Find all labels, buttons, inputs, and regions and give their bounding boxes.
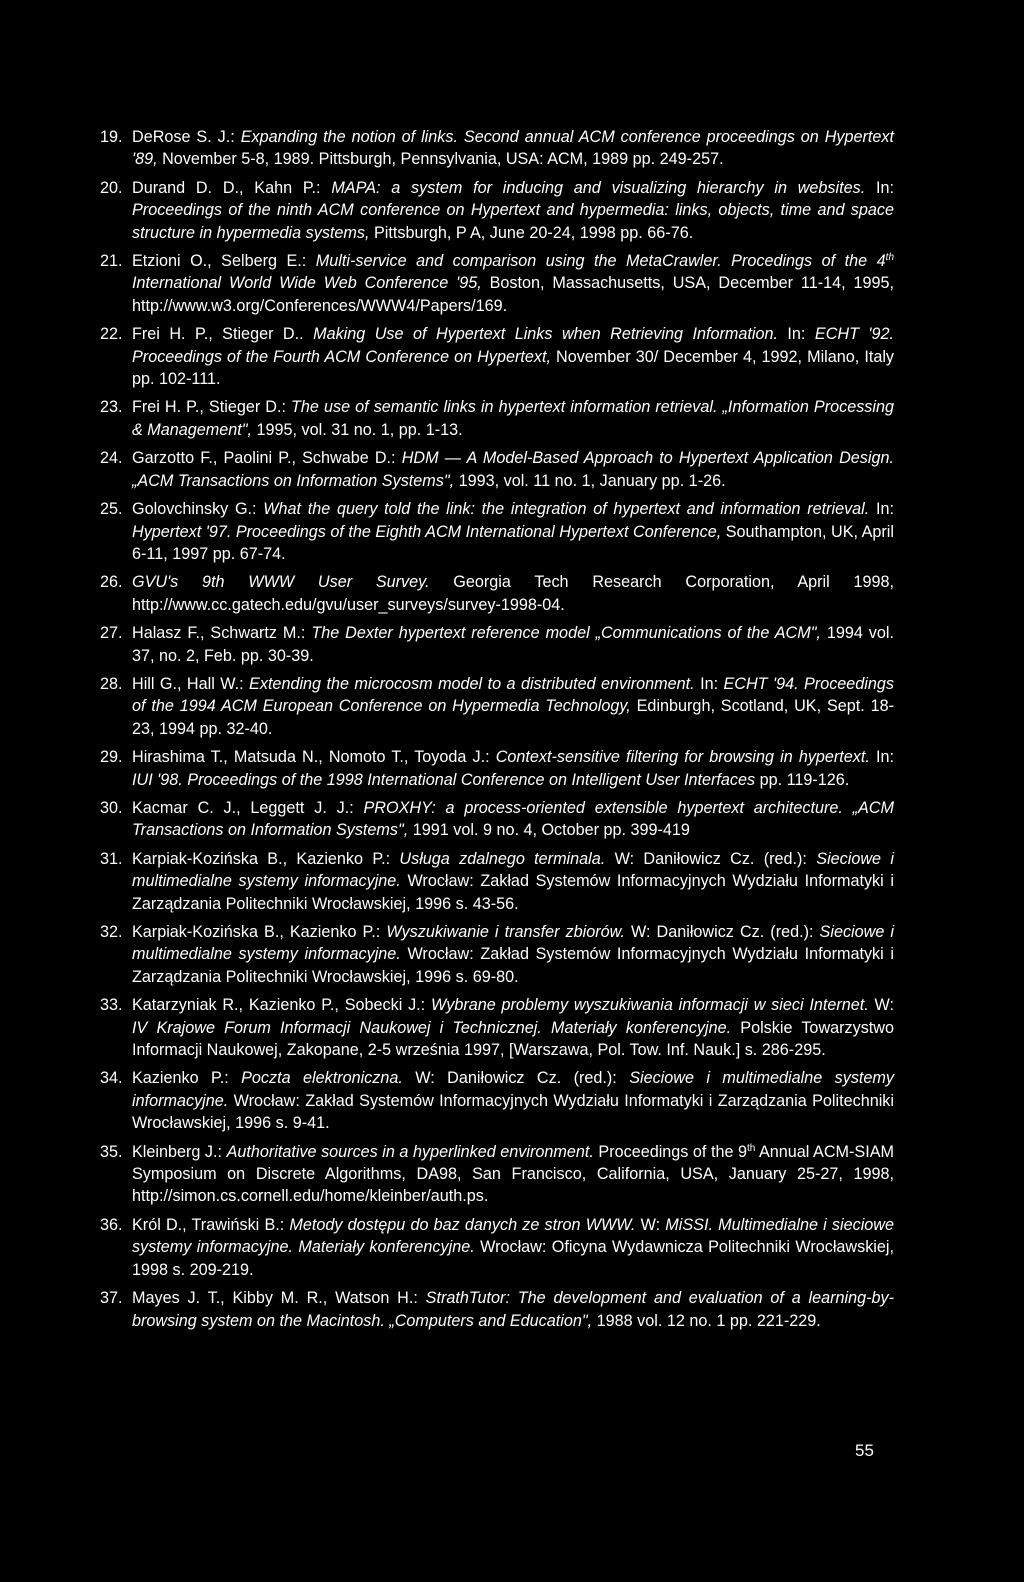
reference-segment: Annual ACM-SIAM Symposium on Discrete Algorithms, DA98, San Francisco, California, USA, January 25-27, 1998, http://simon.cs.cornell.edu/home/kleinber/auth.ps. (132, 1142, 894, 1206)
reference-title-italic: Expanding the notion of links. Second annual ACM conference proceedings on Hypertext '89, (132, 128, 895, 169)
reference-segment: November 30/ December 4, 1992, Milano, Italy pp. 102-111. (132, 347, 895, 389)
reference-segment: In: (777, 325, 815, 344)
reference-number: 32. (100, 923, 123, 941)
reference-item (100, 746, 894, 791)
reference-segment: Edinburgh, Scotland, UK, Sept. 18-23, 1994 pp. 32-40. (132, 697, 894, 738)
reference-segment: W: Daniłowicz Cz. (red.): (402, 1069, 630, 1088)
reference-title-italic: Authoritative sources in a hyperlinked environment. (226, 1142, 594, 1161)
reference-title-italic: Wyszukiwanie i transfer zbiorów. (386, 923, 625, 941)
reference-title-italic: MAPA: a system for inducing and visualizing hierarchy in websites. (331, 178, 866, 197)
reference-segment: 1991 vol. 9 no. 4, October pp. 399-419 (408, 821, 690, 840)
reference-text (132, 797, 894, 842)
reference-text (132, 673, 894, 740)
reference-text (132, 498, 894, 565)
reference-segment: Kazienko P.: (132, 1069, 242, 1088)
reference-segment: Frei H. P., Stieger D.: (132, 398, 292, 417)
reference-segment: Katarzyniak R., Kazienko P., Sobecki J.: (132, 996, 431, 1015)
reference-title-italic: International World Wide Web Conference '95, (132, 274, 482, 293)
reference-number: 36. (100, 1215, 123, 1234)
reference-item (100, 1214, 894, 1281)
reference-segment: November 5-8, 1989. Pittsburgh, Pennsylvania, USA: ACM, 1989 pp. 249-257. (157, 150, 724, 169)
reference-segment: Karpiak-Kozińska B., Kazienko P.: (132, 923, 387, 941)
reference-segment: Kleinberg J.: (132, 1142, 227, 1161)
reference-text (132, 746, 894, 791)
reference-title-italic: StrathTutor: The development and evaluation of a learning-by-browsing system on the Macintosh. „Computers and Education", (132, 1289, 894, 1330)
reference-number: 33. (100, 996, 123, 1015)
reference-number: 35. (100, 1142, 123, 1161)
reference-segment: DeRose S. J.: (132, 128, 241, 146)
reference-item (100, 1287, 894, 1332)
reference-segment: Durand D. D., Kahn P.: (132, 178, 332, 197)
reference-number: 31. (100, 849, 123, 868)
reference-number: 20. (100, 178, 123, 197)
reference-title-italic: ECHT '94. Proceedings of the 1994 ACM European Conference on Hypermedia Technology, (132, 674, 894, 716)
reference-segment: W: Daniłowicz Cz. (red.): (624, 923, 820, 941)
superscript: th (747, 1142, 756, 1154)
reference-segment: W: Daniłowicz Cz. (red.): (605, 849, 817, 868)
reference-segment: W: (635, 1215, 666, 1234)
reference-number: 24. (100, 449, 123, 468)
reference-text (132, 622, 894, 667)
reference-segment: Hill G., Hall W.: (132, 674, 250, 693)
reference-text (132, 571, 894, 616)
reference-segment: Wrocław: Zakład Systemów Informacyjnych Wydziału Informatyki i Zarządzania Politechniki Wrocławskiej, 1996 s. 9-41. (132, 1091, 894, 1133)
reference-segment: Garzotto F., Paolini P., Schwabe D.: (132, 449, 402, 468)
reference-title-italic: Hypertext '97. Proceedings of the Eighth ACM International Hypertext Conference, (132, 522, 722, 541)
reference-text (132, 994, 894, 1061)
reference-segment: Pittsburgh, P A, June 20-24, 1998 pp. 66-76. (369, 223, 694, 242)
reference-item (100, 498, 894, 565)
reference-item (100, 177, 894, 244)
reference-item (100, 1067, 894, 1134)
reference-title-italic: Proceedings of the ninth ACM conference on Hypertext and hypermedia: links, objects, time and space structure in hypermedia systems, (132, 201, 894, 242)
reference-title-italic: The use of semantic links in hypertext information retrieval. „Information Processing & Management", (132, 398, 895, 439)
reference-text (132, 1067, 894, 1134)
superscript: th (885, 252, 895, 264)
reference-segment: 1995, vol. 31 no. 1, pp. 1-13. (252, 420, 463, 439)
reference-segment: 1993, vol. 11 no. 1, January pp. 1-26. (454, 471, 726, 490)
reference-title-italic: Metody dostępu do baz danych ze stron WWW. (289, 1215, 636, 1234)
reference-text (132, 921, 894, 988)
reference-title-italic: MiSSI. Multimedialne i sieciowe systemy informacyjne. Materiały konferencyjne. (132, 1215, 894, 1257)
reference-segment: Southampton, UK, April 6-11, 1997 pp. 67-74. (132, 522, 894, 563)
reference-segment: Król D., Trawiński B.: (132, 1215, 290, 1234)
reference-segment: In: (865, 178, 894, 197)
reference-title-italic: Poczta elektroniczna. (241, 1069, 403, 1088)
reference-segment: Karpiak-Kozińska B., Kazienko P.: (132, 849, 400, 868)
reference-item (100, 673, 894, 740)
reference-segment: 1988 vol. 12 no. 1 pp. 221-229. (592, 1311, 821, 1330)
reference-text (132, 848, 894, 915)
reference-item (100, 622, 894, 667)
reference-item (100, 396, 894, 441)
reference-title-italic: What the query told the link: the integration of hypertext and information retrieval. (263, 500, 870, 519)
reference-item (100, 1141, 894, 1208)
reference-segment: Wrocław: Zakład Systemów Informacyjnych Wydziału Informatyki i Zarządzania Politechniki Wrocławskiej, 1996 s. 69-80. (132, 945, 894, 986)
page-number: 55 (855, 1441, 874, 1460)
reference-text (132, 1214, 894, 1281)
reference-segment: Proceedings of the 9 (593, 1142, 748, 1161)
reference-number: 30. (100, 798, 123, 817)
reference-item (100, 447, 894, 492)
reference-title-italic: IV Krajowe Forum Informacji Naukowej i Technicznej. Materiały konferencyjne. (132, 1018, 732, 1037)
reference-list (100, 126, 894, 1338)
reference-segment: W: (868, 996, 895, 1015)
reference-segment: In: (869, 748, 895, 767)
reference-title-italic: Extending the microcosm model to a distributed environment. (249, 674, 695, 693)
reference-number: 25. (100, 500, 123, 519)
reference-number: 37. (100, 1289, 123, 1308)
reference-segment: Frei H. P., Stieger D.. (132, 325, 314, 344)
reference-number: 34. (100, 1069, 123, 1088)
reference-number: 28. (100, 674, 123, 693)
reference-segment: Golovchinsky G.: (132, 500, 264, 519)
reference-title-italic: Usługa zdalnego terminala. (399, 849, 606, 868)
reference-title-italic: IUI '98. Proceedings of the 1998 International Conference on Intelligent User Interfaces (132, 770, 756, 789)
reference-segment: pp. 119-126. (755, 770, 850, 789)
reference-text (132, 1141, 894, 1208)
reference-segment: Wrocław: Zakład Systemów Informacyjnych Wydziału Informatyki i Zarządzania Politechniki Wrocławskiej, 1996 s. 43-56. (132, 872, 894, 913)
reference-number: 21. (100, 252, 123, 271)
reference-title-italic: Sieciowe i multimedialne systemy informacyjne. (132, 849, 894, 891)
reference-number: 29. (100, 748, 123, 767)
reference-number: 19. (100, 128, 123, 146)
reference-item (100, 250, 894, 317)
reference-segment: Wrocław: Oficyna Wydawnicza Politechniki Wrocławskiej, 1998 s. 209-219. (132, 1238, 894, 1279)
reference-number: 27. (100, 624, 123, 643)
reference-text (132, 323, 894, 390)
reference-text (132, 1287, 894, 1332)
reference-segment: Hirashima T., Matsuda N., Nomoto T., Toyoda J.: (132, 748, 496, 767)
reference-item (100, 323, 894, 390)
reference-segment: Mayes J. T., Kibby M. R., Watson H.: (132, 1289, 426, 1308)
reference-title-italic: Making Use of Hypertext Links when Retrieving Information. (313, 325, 778, 344)
reference-segment: 1994 vol. 37, no. 2, Feb. pp. 30-39. (132, 624, 894, 665)
reference-number: 22. (100, 325, 123, 344)
reference-item (100, 571, 894, 616)
reference-title-italic: PROXHY: a process-oriented extensible hypertext architecture. „ACM Transactions on Information Systems", (132, 798, 894, 840)
reference-item (100, 126, 894, 171)
reference-title-italic: Sieciowe i multimedialne systemy informacyjne. (132, 1069, 894, 1110)
reference-item (100, 921, 894, 988)
reference-text (132, 126, 894, 171)
reference-number: 23. (100, 398, 123, 417)
reference-title-italic: Wybrane problemy wyszukiwania informacji w sieci Internet. (430, 996, 869, 1015)
reference-segment: In: (694, 674, 724, 693)
reference-segment: Halasz F., Schwartz M.: (132, 624, 312, 643)
reference-segment: Etzioni O., Selberg E.: (132, 252, 316, 271)
reference-title-italic: Sieciowe i multimedialne systemy informacyjne. (132, 923, 894, 964)
reference-title-italic: Context-sensitive filtering for browsing in hypertext. (495, 748, 870, 767)
reference-segment: Polskie Towarzystwo Informacji Naukowej, Zakopane, 2-5 września 1997, [Warszawa, Pol. Tow. Inf. Nauk.] s. 286-295. (132, 1018, 894, 1060)
reference-title-italic: Multi-service and comparison using the MetaCrawler. Procedings of the 4 (315, 252, 886, 271)
reference-segment: In: (869, 500, 894, 519)
reference-text (132, 177, 894, 244)
reference-item (100, 848, 894, 915)
reference-segment: Boston, Massachusetts, USA, December 11-14, 1995, http://www.w3.org/Conferences/WWW4/Papers/169. (132, 274, 894, 315)
reference-title-italic: HDM — A Model-Based Approach to Hypertext Application Design. „ACM Transactions on Information Systems", (132, 449, 894, 490)
reference-text (132, 447, 894, 492)
reference-title-italic: The Dexter hypertext reference model „Communications of the ACM", (311, 624, 821, 643)
reference-segment: Georgia Tech Research Corporation, April 1998, http://www.cc.gatech.edu/gvu/user_surveys/survey-1998-04. (132, 573, 894, 614)
reference-text (132, 396, 894, 441)
reference-number: 26. (100, 573, 123, 592)
reference-title-italic: ECHT '92. Proceedings of the Fourth ACM Conference on Hypertext, (132, 325, 895, 366)
reference-item (100, 797, 894, 842)
reference-item (100, 994, 894, 1061)
reference-title-italic: GVU's 9th WWW User Survey. (132, 573, 430, 592)
reference-text (132, 250, 894, 317)
reference-segment: Kacmar C. J., Leggett J. J.: (132, 798, 364, 817)
